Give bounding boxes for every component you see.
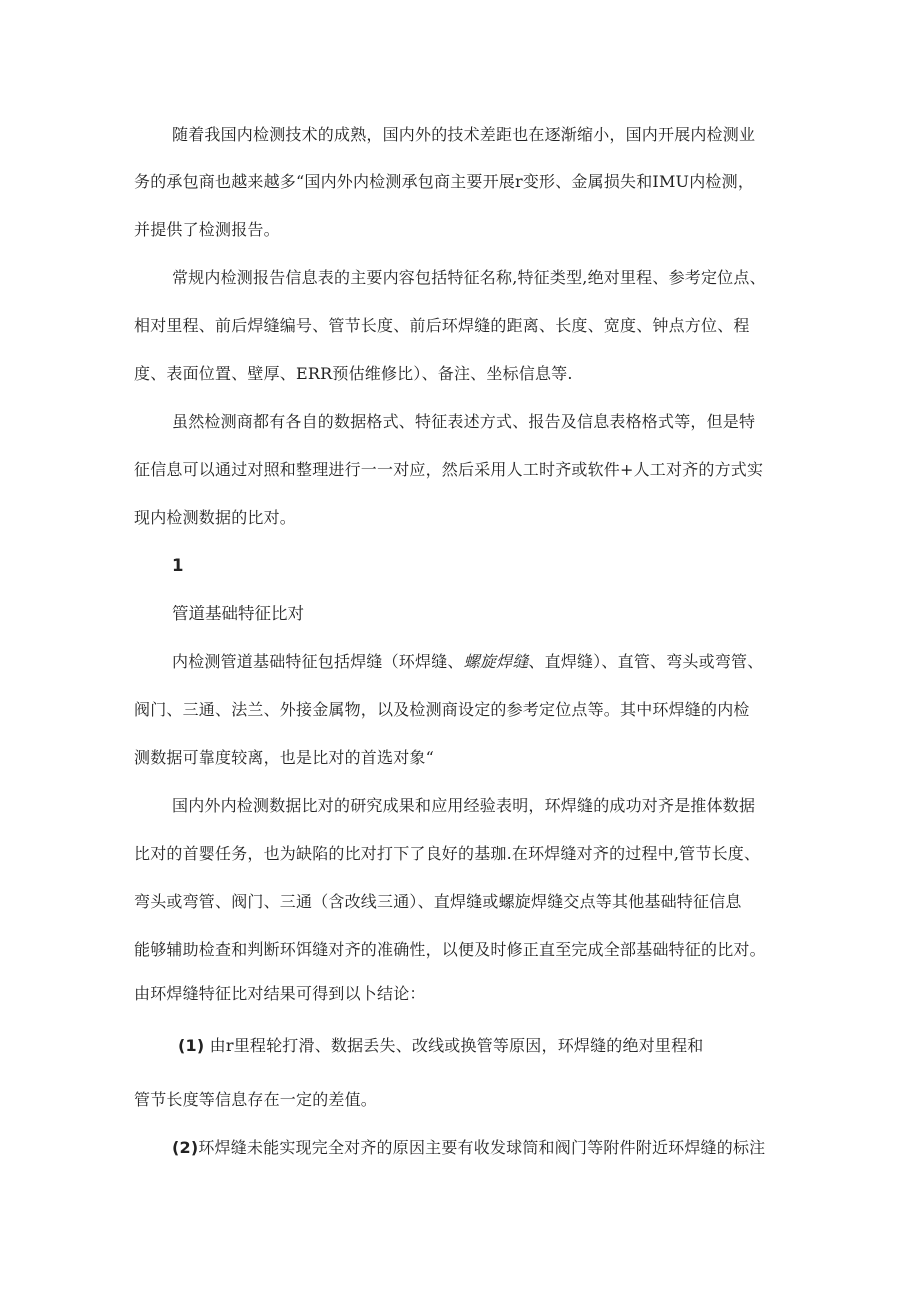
list-item-2-number: (2) (172, 1138, 199, 1157)
section-number: 1 (172, 556, 184, 575)
paragraph-4-line-1-part-a: 内检测管道基础特征包括焊缝（环焊缝、 (172, 652, 464, 671)
list-item-1 (178, 1036, 704, 1056)
paragraph-3-line-2: 征信息可以通过对照和整理进行一一对应，然后采用人工时齐或软件+人工对齐的方式实 (134, 460, 764, 479)
list-item-2 (172, 1138, 765, 1158)
paragraph-5-line-3: 弯头或弯管、阀门、三通（含改线三通）、直焊缝或螺旋焊缝交点等其他基础特征信息 (134, 892, 742, 911)
list-item-2-text: 环焊缝未能实现完全对齐的原因主要有收发球筒和阀门等附件附近环焊缝的标注 (198, 1138, 766, 1157)
list-item-1-number: (1) (178, 1036, 205, 1055)
paragraph-2-line-1: 常规内检测报告信息表的主要内容包括特征名称,特征类型,绝对里程、参考定位点、 (172, 268, 766, 287)
paragraph-5-line-2: 比对的首婴任务，也为缺陷的比对打下了良好的基珈.在环焊缝对齐的过程中,管节长度、 (134, 844, 761, 863)
paragraph-4-line-1 (172, 652, 763, 672)
paragraph-2-line-3: 度、表面位置、壁厚、ERR预估维修比）、备注、坐标信息等. (134, 364, 573, 383)
list-item-1-text: 由r里程轮打滑、数据丢失、改线或换管等原因，环焊缝的绝对里程和 (209, 1036, 704, 1055)
paragraph-4-line-1-part-c: 、直焊缝）、直管、弯头或弯管、 (528, 652, 764, 671)
paragraph-1-line-2: 务的承包商也越来越多“国内外内检测承包商主要开展r变形、金属损失和IMU内检测， (134, 172, 755, 191)
paragraph-4-line-3: 测数据可靠度较离，也是比对的首选对象“ (134, 748, 434, 767)
paragraph-4-line-2: 阀门、三通、法兰、外接金属物，以及检测商设定的参考定位点等。其中环焊缝的内检 (134, 700, 750, 719)
paragraph-5-line-4: 能够辅助检查和判断环饵缝对齐的准确性，以便及时修正直至完成全部基础特征的比对。 (134, 940, 766, 959)
paragraph-4-line-1-italic: 螺旋焊缝 (463, 652, 529, 671)
section-title: 管道基础特征比对 (172, 604, 304, 623)
paragraph-1-line-3: 并提供了检测报告。 (134, 220, 280, 239)
paragraph-1-line-1: 随着我国内检测技术的成熟，国内外的技术差距也在逐渐缩小，国内开展内检测业 (172, 125, 756, 144)
paragraph-3-line-1: 虽然检测商都有各自的数据格式、特征表述方式、报告及信息表格格式等，但是特 (172, 412, 756, 431)
paragraph-5-line-5: 由环焊缝特征比对结果可得到以卜结论： (134, 984, 426, 1003)
paragraph-2-line-2: 相对里程、前后焊缝编号、管节长度、前后环焊缝的距离、长度、宽度、钟点方位、程 (134, 316, 750, 335)
paragraph-3-line-3: 现内检测数据的比对。 (134, 508, 297, 527)
paragraph-5-line-1: 国内外内检测数据比对的研究成果和应用经验表明，环焊缝的成功对齐是推体数据 (172, 796, 756, 815)
list-item-1-line-2: 管节长度等信息存在一定的差值。 (134, 1090, 378, 1109)
